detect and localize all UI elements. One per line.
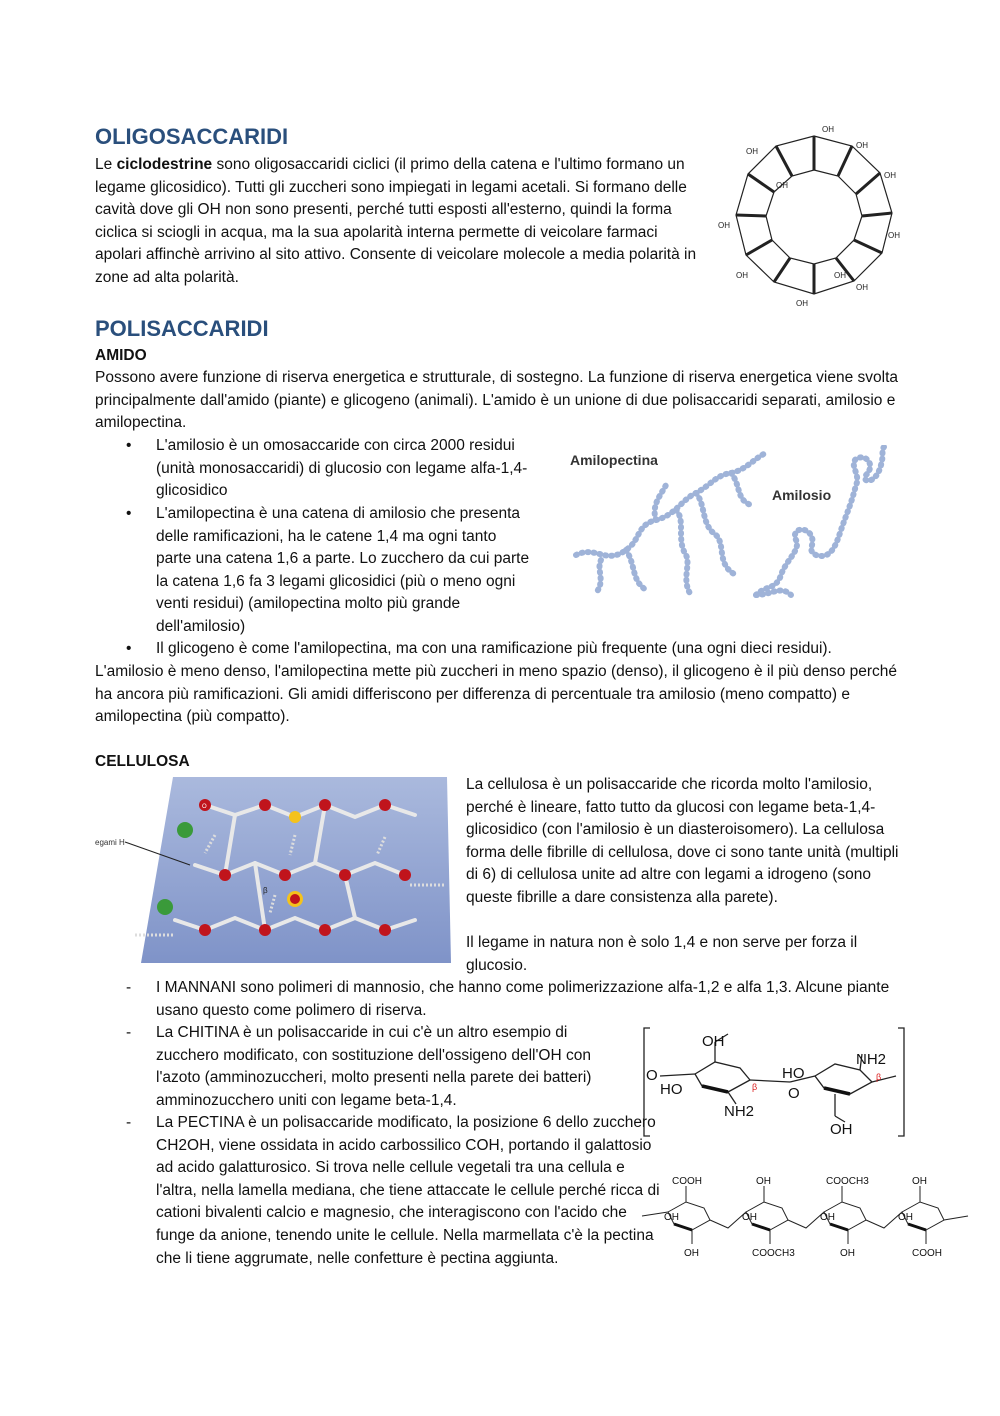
dash-mark: -: [126, 1024, 132, 1041]
chitin-oh-label-2: OH: [830, 1121, 853, 1138]
chitin-structure-figure: [640, 1024, 910, 1140]
pectin-cooh-label-2: COOH: [912, 1248, 942, 1259]
list-item-amilosio: [126, 435, 552, 503]
pectin-cooh-label-1: COOH: [672, 1176, 702, 1187]
chitin-nh2-label-2: NH2: [856, 1051, 887, 1068]
beta-label: β: [263, 886, 268, 895]
oligo-term-ciclodestrine: ciclodestrine: [116, 156, 213, 173]
bullet-amilosio-text: L'amilosio è un omosaccaride con circa 2000 residui (unità monosaccaridi) di glucosio con legame alfa-1,4-glicosidico: [156, 437, 528, 500]
cd-oh-label-9: OH: [718, 221, 730, 230]
cd-oh-label-5: OH: [888, 231, 900, 240]
bullet-glicogeno-text: Il glicogeno è come l'amilopectina, ma con una ramificazione più frequente (una ogni dieci residui).: [156, 640, 832, 657]
bullet-amilopectina-text: L'amilopectina è una catena di amilosio che presenta delle ramificazioni, ha le catene 1,4 ma ogni tanto parte una catena 1,6 a parte. Lo zucchero da cui parte la catena 1,6 fa 3 legami glicosidici (più o meno ogni venti residui) (amilopectina molto più grande dell'amilosio): [156, 505, 530, 635]
pectin-oh-label-5: OH: [820, 1212, 835, 1223]
oligo-text-post: sono oligosaccaridi ciclici (il primo della catena e l'ultimo formano un legame glicosidico). Tutti gli zuccheri sono impiegati in legami acetali. Si formano delle cavità dove gli OH non sono presenti, perché tutti esposti all'esterno, quindi la forma ciclica si sciogli in acqua, ma la sua apolarità interna permette di veicolare farmaci apolari affinchè arrivino al sito attivo. Consente di veicolare molecole a media polarità in zone ad alta polarità.: [95, 156, 697, 286]
cd-oh-label-6: OH: [856, 283, 868, 292]
cellulosa-paragraph-2: Il legame in natura non è solo 1,4 e non serve per forza il glucosio.: [466, 934, 858, 974]
list-item-mannani: [126, 977, 912, 1022]
chitin-nh2-label-1: NH2: [724, 1103, 755, 1120]
cyclodextrin-figure: [716, 118, 912, 314]
chitin-o-label-1: O: [646, 1067, 658, 1084]
dash-mark: -: [126, 1114, 132, 1131]
cd-oh-label-7: OH: [796, 299, 808, 308]
pectina-text: La PECTINA è un polisaccaride modificato, la posizione 6 dello zucchero CH2OH, viene ossidata in acido carbossilico COH, portando il galattosio ad acido galatturosico. Si trova nelle cellule vegetali tra una cellula e l'altra, nella lamella mediana, che tiene attaccate le cellule perché ricca di cationi bivalenti calcio e magnesio, che interagiscono con l'acido che funge da anione, tenendo unite le cellule. Nella marmellata c'è la pectina che li tiene aggrumate, nelle confetture è pectina aggiunta.: [156, 1114, 660, 1267]
list-item-chitina: [126, 1022, 626, 1112]
cd-oh-label-1: OH: [746, 147, 758, 156]
list-item-pectina: [126, 1112, 661, 1270]
chitin-beta-label-2: β: [876, 1072, 882, 1082]
chitin-o-label-2: O: [788, 1085, 800, 1102]
cellulosa-paragraph: La cellulosa è un polisaccaride che ricorda molto l'amilosio, perché è lineare, fatto tutto da glucosi con legame beta-1,4-glicosidico (con l'amilosio è un diasteroisomero). La cellulosa forma delle fibrille di cellulosa, dove ci sono tante unità (multipli di 6) di cellulosa unite ad altre con legami a idrogeno (sono queste fibrille a dare consistenza alla parete).: [466, 776, 899, 906]
list-item-amilopectina: [126, 503, 530, 639]
subsection-title-cellulosa: CELLULOSA: [95, 753, 190, 770]
chitin-beta-label-1: β: [752, 1082, 758, 1092]
bullet-mark: •: [126, 640, 132, 657]
pectin-oh-label-2: OH: [912, 1176, 927, 1187]
amilopectina-label: Amilopectina: [570, 452, 658, 468]
pectin-structure-figure: [638, 1172, 976, 1262]
bullet-mark: •: [126, 505, 132, 522]
oxygen-label: O: [202, 804, 207, 810]
amido-intro: Possono avere funzione di riserva energetica e strutturale, di sostegno. La funzione di riserva energetica viene svolta principalmente dall'amido (piante) e glicogeno (animali). L'amido è un unione di due polisaccaridi separati, amilosio e amilopectina.: [95, 369, 899, 432]
cd-oh-label-2: OH: [822, 125, 834, 134]
chitin-oh-label-1: OH: [702, 1033, 725, 1050]
chitina-text: La CHITINA è un polisaccaride in cui c'è un altro esempio di zucchero modificato, con sostituzione dell'ossigeno dell'OH con l'azoto (amminozuccheri, molto presenti nella parete dei batteri) amminozucchero uniti con legame beta-1,4.: [156, 1024, 592, 1109]
pectin-oh-label-4: OH: [742, 1212, 757, 1223]
section-title-oligosaccaridi: OLIGOSACCARIDI: [95, 124, 289, 149]
pectin-cooch3-label-1: COOCH3: [826, 1176, 869, 1187]
bullet-mark: •: [126, 437, 132, 454]
section-title-polisaccaridi: POLISACCARIDI: [95, 316, 269, 341]
oligo-paragraph: [95, 154, 705, 290]
cd-oh-label-4: OH: [884, 171, 896, 180]
pectin-oh-label-7: OH: [684, 1248, 699, 1259]
list-item-glicogeno: [126, 638, 916, 661]
mannani-text: I MANNANI sono polimeri di mannosio, che hanno come polimerizzazione alfa-1,2 e alfa 1,3. Alcune piante usano questo come polimero di riserva.: [156, 979, 890, 1019]
cd-oh-label-8: OH: [736, 271, 748, 280]
oligo-text-pre: Le: [95, 156, 117, 173]
chitin-ho-label-2: HO: [782, 1065, 805, 1082]
pectin-oh-label-3: OH: [664, 1212, 679, 1223]
subsection-title-amido: AMIDO: [95, 347, 147, 364]
pectin-oh-label-6: OH: [898, 1212, 913, 1223]
cd-oh-label-3: OH: [856, 141, 868, 150]
cd-oh-label-11: OH: [834, 271, 846, 280]
pectin-oh-label-1: OH: [756, 1176, 771, 1187]
amilopectina-amilosio-figure: [566, 445, 890, 603]
cellulose-structure-figure: [95, 775, 455, 965]
pectin-cooch3-label-2: COOCH3: [752, 1248, 795, 1259]
amido-outro: L'amilosio è meno denso, l'amilopectina mette più zuccheri in meno spazio (denso), il glicogeno è il più denso perché ha ancora più ramificazioni. Gli amidi differiscono per differenza di percentuale tra amilosio (meno compatto) e amilopectina (più compatto).: [95, 663, 898, 726]
legami-h-label: egami H: [95, 838, 125, 847]
cd-oh-label-10: OH: [776, 181, 788, 190]
pectin-oh-label-8: OH: [840, 1248, 855, 1259]
dash-mark: -: [126, 979, 132, 996]
amilosio-label: Amilosio: [772, 487, 832, 503]
chitin-ho-label-1: HO: [660, 1081, 683, 1098]
